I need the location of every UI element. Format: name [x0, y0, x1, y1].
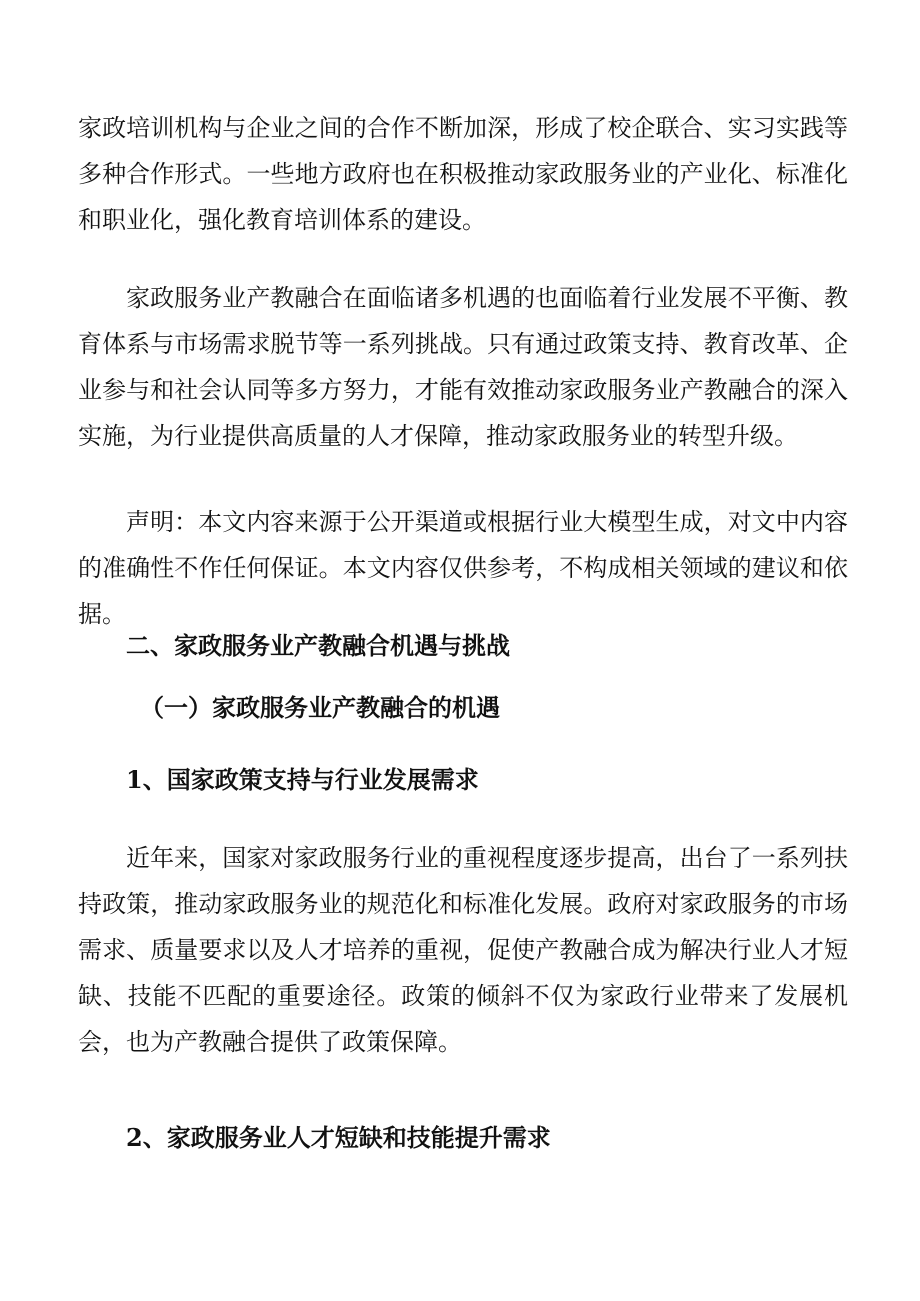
- item2-heading: 2、家政服务业人才短缺和技能提升需求: [126, 1123, 551, 1152]
- section-heading: 二、家政服务业产教融合机遇与挑战: [126, 631, 510, 660]
- disclaimer-paragraph: 声明：本文内容来源于公开渠道或根据行业大模型生成，对文中内容的准确性不作任何保证。本文内容仅供参考，不构成相关领域的建议和依据。: [78, 508, 848, 628]
- challenges-paragraph: 家政服务业产教融合在面临诸多机遇的也面临着行业发展不平衡、教育体系与市场需求脱节等一系列挑战。只有通过政策支持、教育改革、企业参与和社会认同等多方努力，才能有效推动家政服务业产教融合的深入实施，为行业提供高质量的人才保障，推动家政服务业的转型升级。: [78, 284, 848, 450]
- intro-paragraph: 家政培训机构与企业之间的合作不断加深，形成了校企联合、实习实践等多种合作形式。一些地方政府也在积极推动家政服务业的产业化、标准化和职业化，强化教育培训体系的建设。: [78, 114, 848, 234]
- item1-body-paragraph: 近年来，国家对家政服务行业的重视程度逐步提高，出台了一系列扶持政策，推动家政服务业的规范化和标准化发展。政府对家政服务的市场需求、质量要求以及人才培养的重视，促使产教融合成为解决行业人才短缺、技能不匹配的重要途径。政策的倾斜不仅为家政行业带来了发展机会，也为产教融合提供了政策保障。: [78, 844, 848, 1056]
- subsection-heading: （一）家政服务业产教融合的机遇: [140, 693, 500, 722]
- item1-heading: 1、国家政策支持与行业发展需求: [126, 765, 479, 794]
